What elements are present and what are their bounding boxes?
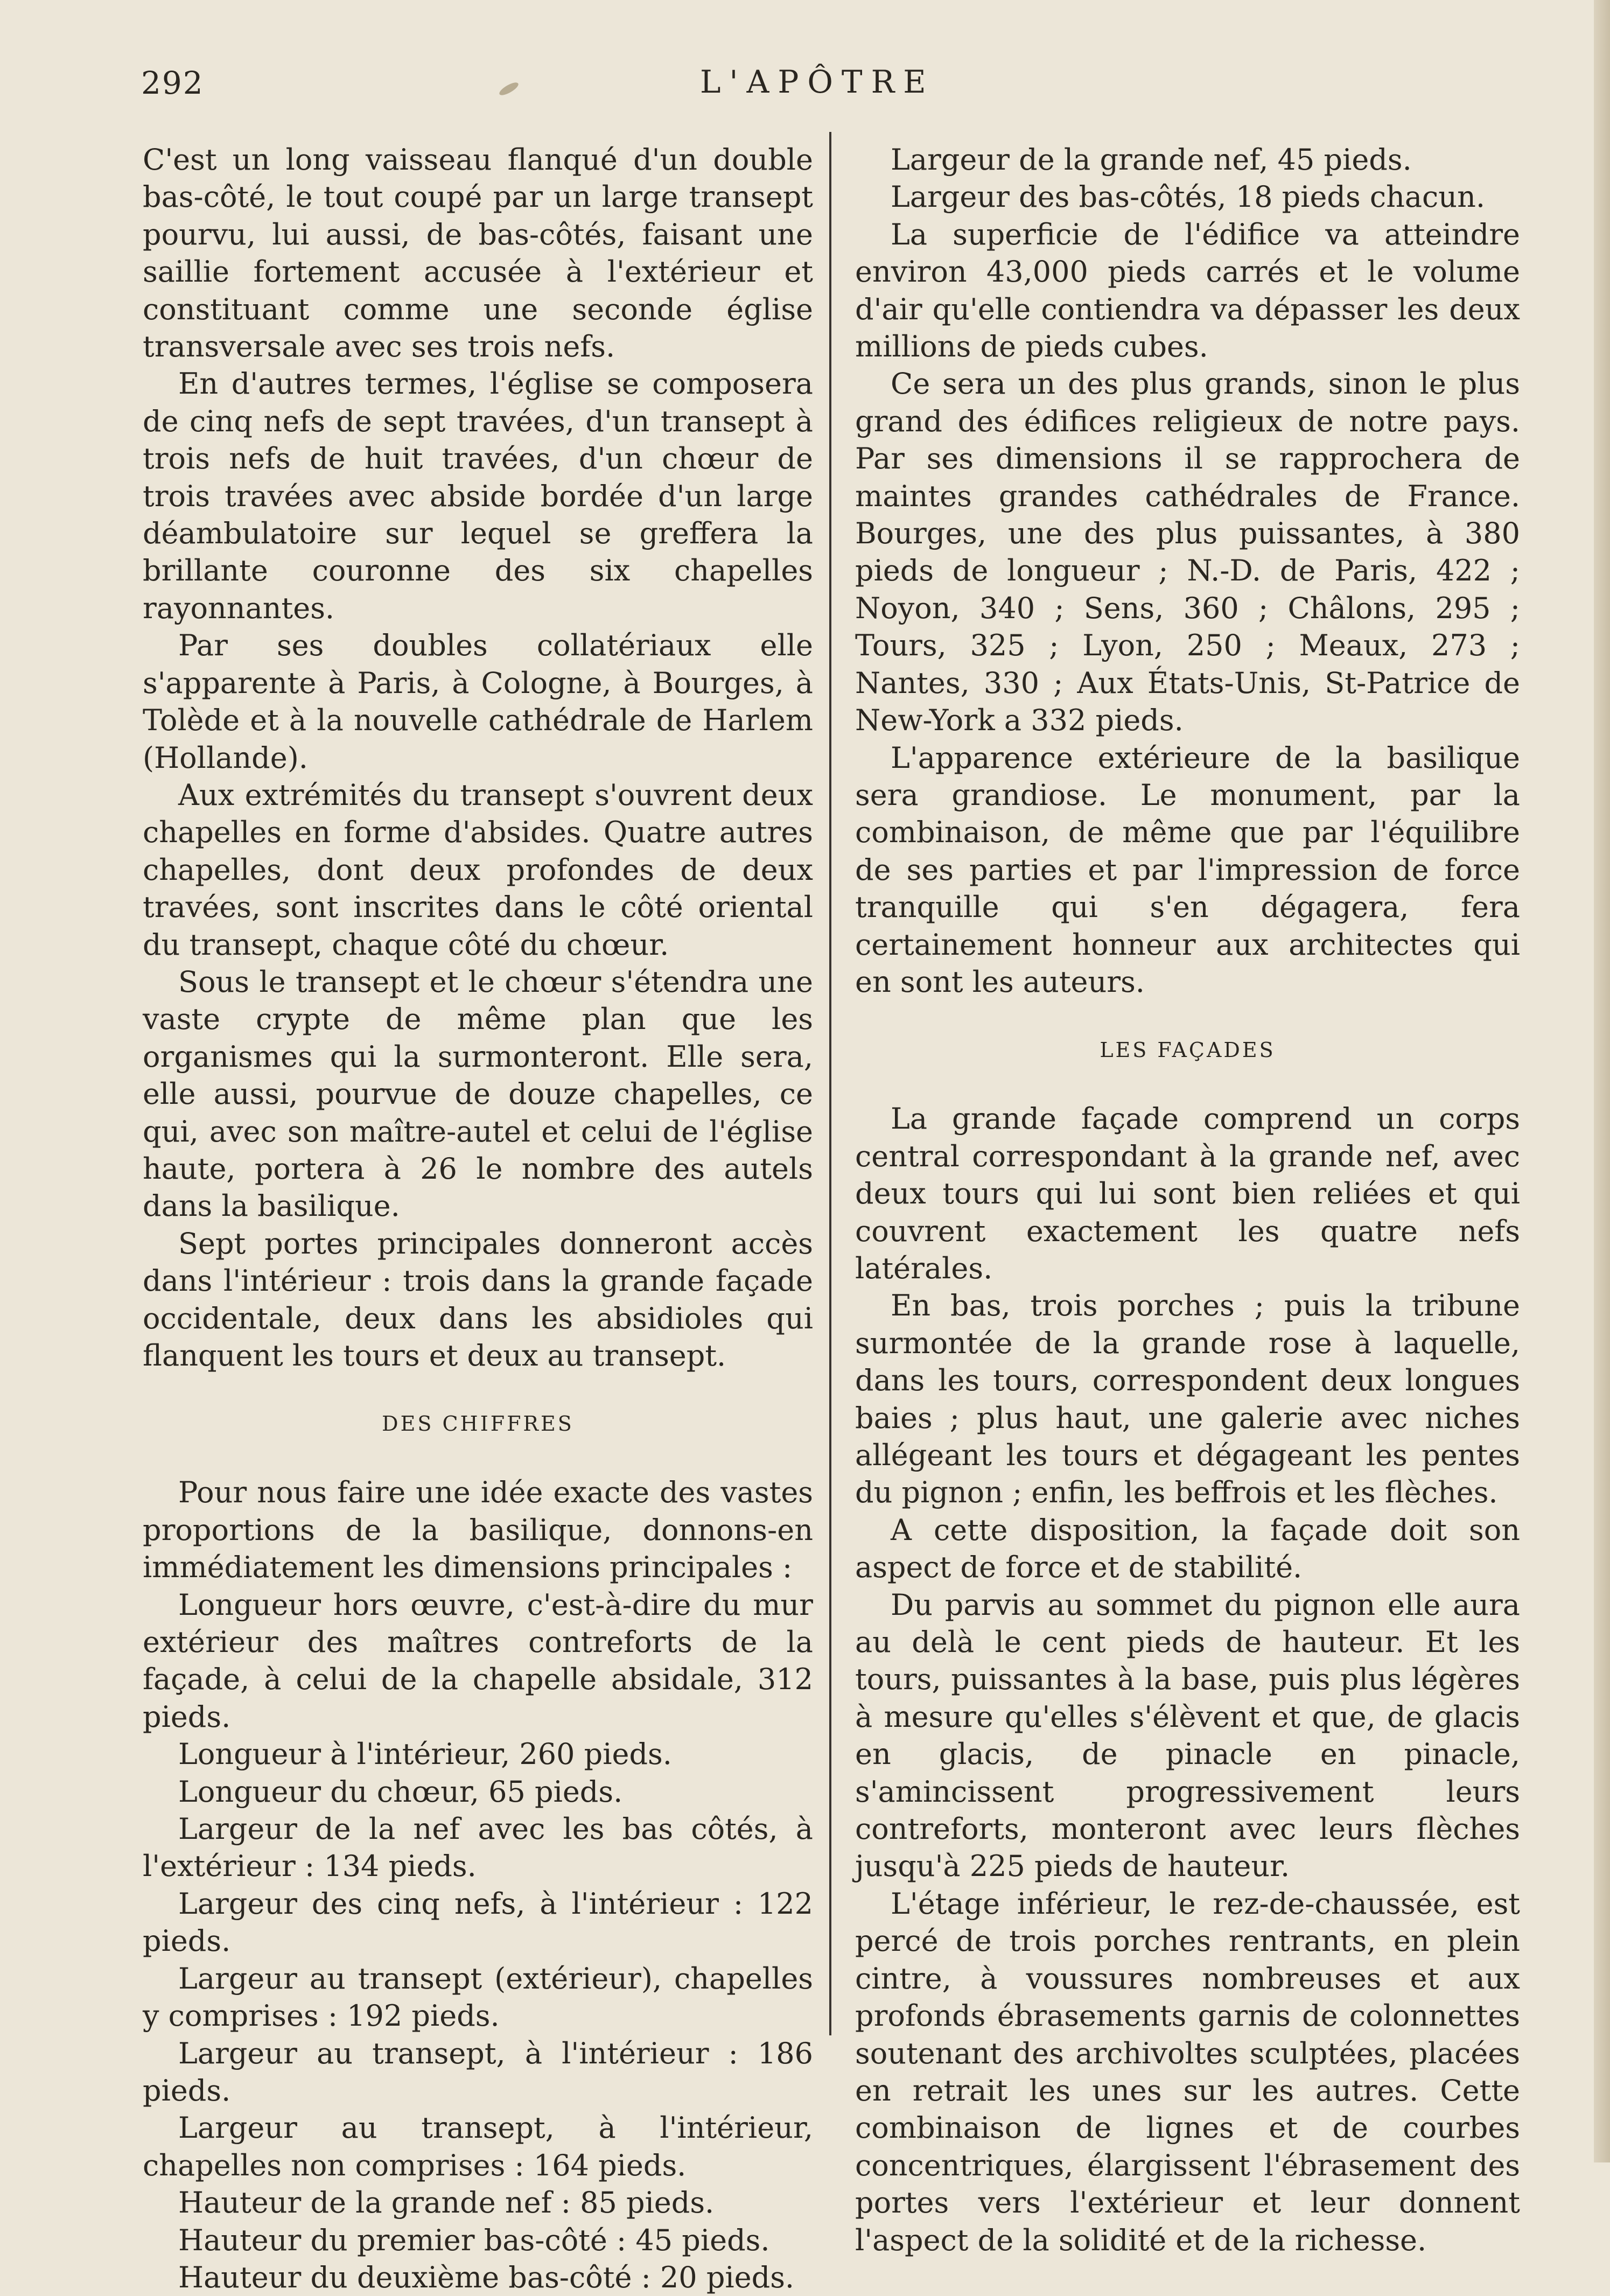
dimension-item: Longueur hors œuvre, c'est-à-dire du mur extérieur des maîtres contreforts de la façade, à celui de la chapelle absidale, 312 pieds. bbox=[143, 1587, 813, 1734]
dimension-item: Largeur des cinq nefs, à l'intérieur : 122 pieds. bbox=[143, 1886, 813, 1958]
dimension-item: Largeur des bas-côtés, 18 pieds chacun. bbox=[891, 180, 1486, 214]
paragraph: Sous le transept et le chœur s'étendra une vaste crypte de même plan que les organismes qui la surmonteront. Elle sera, elle aussi, pourvue de douze chapelles, ce qui, avec son maître-autel et celui de l'église haute, portera à 26 le nombre des autels dans la basilique. bbox=[143, 964, 813, 1223]
dimension-item: Largeur de la grande nef, 45 pieds. bbox=[891, 143, 1412, 177]
paragraph: A cette disposition, la façade doit son aspect de force et de stabilité. bbox=[855, 1513, 1520, 1585]
section-heading: DES CHIFFRES bbox=[382, 1412, 574, 1436]
section-heading: LES FAÇADES bbox=[1100, 1038, 1276, 1062]
left-column bbox=[143, 141, 813, 2296]
dimension-item: Largeur au transept, à l'intérieur, chapelles non comprises : 164 pieds. bbox=[143, 2111, 813, 2182]
dimension-item: Longueur à l'intérieur, 260 pieds. bbox=[178, 1737, 672, 1772]
right-column bbox=[855, 141, 1520, 2259]
paragraph: Par ses doubles collatériaux elle s'apparente à Paris, à Cologne, à Bourges, à Tolède et à la nouvelle cathédrale de Harlem (Hollande). bbox=[143, 628, 813, 775]
page-number: 292 bbox=[141, 65, 204, 101]
paragraph: Sept portes principales donneront accès dans l'intérieur : trois dans la grande façade occidentale, deux dans les absidioles qui flanquent les tours et deux au transept. bbox=[143, 1226, 813, 1373]
dimension-item: Hauteur de la grande nef : 85 pieds. bbox=[178, 2186, 715, 2220]
dimension-item: Largeur de la nef avec les bas côtés, à l'extérieur : 134 pieds. bbox=[143, 1812, 813, 1884]
paragraph: C'est un long vaisseau flanqué d'un double bas-côté, le tout coupé par un large transept pourvu, lui aussi, de bas-côtés, faisant une saillie fortement accusée à l'extérieur et constituant comme une seconde église transversale avec ses trois nefs. bbox=[143, 143, 813, 364]
paragraph: La superficie de l'édifice va atteindre environ 43,000 pieds carrés et le volume d'air qu'elle contiendra va dépasser les deux millions de pieds cubes. bbox=[855, 217, 1520, 364]
dimension-item: Largeur au transept, à l'intérieur : 186 pieds. bbox=[143, 2036, 813, 2108]
paragraph: Du parvis au sommet du pignon elle aura au delà le cent pieds de hauteur. Et les tours, puissantes à la base, puis plus légères à mesure qu'elles s'élèvent et que, de glacis en glacis, de pinacle en pinacle, s'amincissent progressivement leurs contreforts, monteront avec leurs flèches jusqu'à 225 pieds de hauteur. bbox=[855, 1587, 1520, 1884]
paragraph: Pour nous faire une idée exacte des vastes proportions de la basilique, donnons-en immédiatement les dimensions principales : bbox=[143, 1475, 813, 1585]
paragraph: Aux extrémités du transept s'ouvrent deux chapelles en forme d'absides. Quatre autres chapelles, dont deux profondes de deux travées, sont inscrites dans le côté oriental du transept, chaque côté du chœur. bbox=[143, 778, 813, 962]
paragraph: L'apparence extérieure de la basilique sera grandiose. Le monument, par la combinaison, de même que par l'équilibre de ses parties et par l'impression de force tranquille qui s'en dégagera, fera certainement honneur aux architectes qui en sont les auteurs. bbox=[855, 740, 1520, 999]
paragraph: L'étage inférieur, le rez-de-chaussée, est percé de trois porches rentrants, en plein cintre, à voussures nombreuses et aux profonds ébrasements garnis de colonnettes soutenant des archivoltes sculptées, placées en retrait les unes sur les autres. Cette combinaison de lignes et de courbes concentriques, élargissent l'ébrasement des portes vers l'extérieur et leur donnent l'aspect de la solidité et de la richesse. bbox=[855, 1886, 1520, 2257]
dimension-item: Largeur au transept (extérieur), chapelles y comprises : 192 pieds. bbox=[143, 1961, 813, 2033]
paragraph: En d'autres termes, l'église se composera de cinq nefs de sept travées, d'un transept à trois nefs de huit travées, d'un chœur de trois travées avec abside bordée d'un large déambulatoire sur lequel se greffera la brillante couronne des six chapelles rayonnantes. bbox=[143, 367, 813, 625]
paragraph: En bas, trois porches ; puis la tribune surmontée de la grande rose à laquelle, dans les tours, correspondent deux longues baies ; plus haut, une galerie avec niches allégeant les tours et dégageant les pentes du pignon ; enfin, les beffrois et les flèches. bbox=[855, 1289, 1520, 1510]
paragraph: Ce sera un des plus grands, sinon le plus grand des édifices religieux de notre pays. Par ses dimensions il se rapprochera de maintes grandes cathédrales de France. Bourges, une des plus puissantes, à 380 pieds de longueur ; N.-D. de Paris, 422 ; Noyon, 340 ; Sens, 360 ; Châlons, 295 ; Tours, 325 ; Lyon, 250 ; Meaux, 273 ; Nantes, 330 ; Aux États-Unis, St-Patrice de New-York a 332 pieds. bbox=[855, 367, 1520, 738]
running-title: L'APÔTRE bbox=[700, 64, 935, 100]
dimension-item: Longueur du chœur, 65 pieds. bbox=[178, 1774, 623, 1809]
dimension-item: Hauteur du deuxième bas-côté : 20 pieds. bbox=[178, 2260, 795, 2294]
dimension-item: Hauteur du premier bas-côté : 45 pieds. bbox=[178, 2223, 770, 2257]
ink-mark bbox=[498, 80, 520, 97]
paragraph: La grande façade comprend un corps central correspondant à la grande nef, avec deux tours qui lui sont bien reliées et qui couvrent exactement les quatre nefs latérales. bbox=[855, 1102, 1520, 1285]
column-divider bbox=[829, 132, 831, 2035]
page-edge-shadow bbox=[1594, 0, 1610, 2162]
